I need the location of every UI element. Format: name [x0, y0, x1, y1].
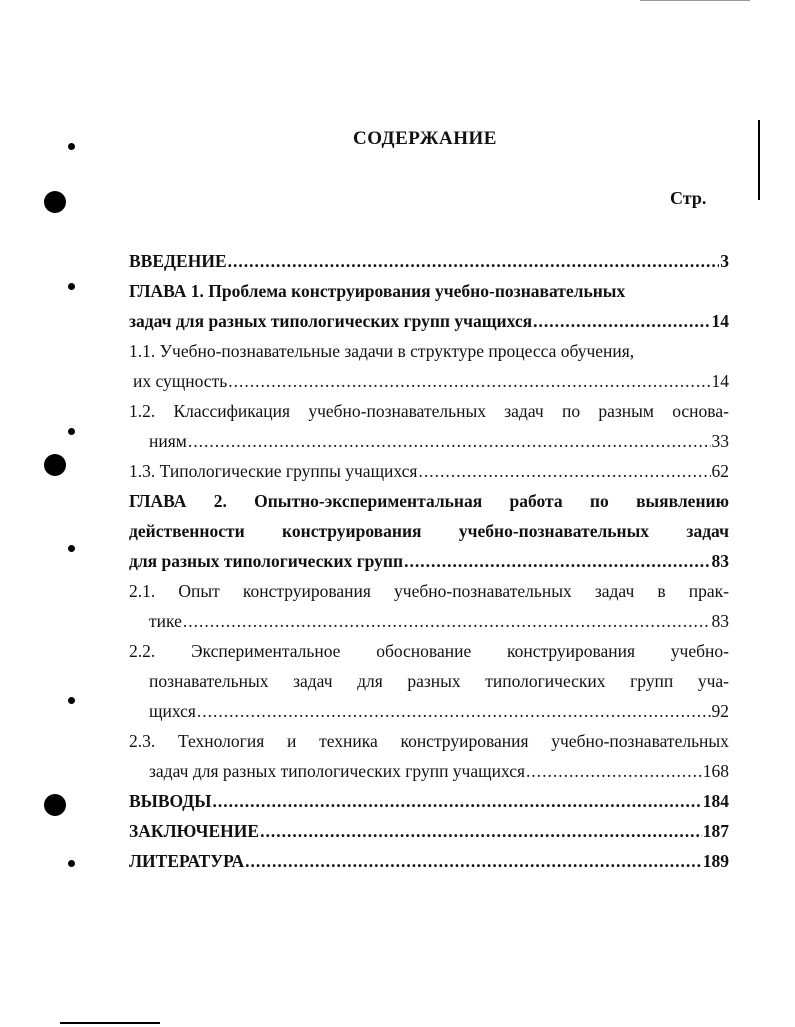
toc-entry-word: выявлению	[636, 491, 729, 511]
toc-entry-text: ВВЕДЕНИЕ	[129, 251, 227, 271]
scan-speck	[68, 428, 75, 435]
toc-entry-text: ГЛАВА 1. Проблема конструирования учебно-познавательных	[129, 281, 626, 301]
toc-entry	[129, 726, 729, 756]
scan-speck	[68, 545, 75, 552]
toc-entry	[129, 696, 729, 726]
toc-entry-word: учебно-познавательных	[458, 521, 650, 541]
toc-entry-page: 187	[702, 821, 729, 841]
toc-entry-page: 83	[711, 551, 729, 571]
dot-leader	[526, 756, 702, 786]
toc-entry-word: в	[657, 581, 666, 601]
dot-leader	[404, 546, 710, 576]
toc-entry	[129, 546, 729, 576]
toc-entry	[129, 786, 729, 816]
toc-entry-word: основа-	[672, 401, 729, 421]
toc-entry-word: Экспериментальное	[191, 641, 341, 661]
toc-entry-page: 168	[702, 761, 729, 781]
toc-entry-word: разных	[407, 671, 461, 691]
toc-entry	[129, 336, 729, 366]
toc-entry-text: 1.3. Типологические группы учащихся	[129, 461, 418, 481]
toc-entry-page: 3	[720, 251, 729, 271]
dot-leader	[245, 846, 702, 876]
dot-leader	[533, 306, 710, 336]
toc-entry-text: для разных типологических групп	[129, 551, 404, 571]
toc-entry-page: 14	[711, 311, 729, 331]
toc-entry-page: 184	[702, 791, 729, 811]
toc-entry-page: 33	[711, 431, 729, 451]
toc-entry-word: учебно-познавательных	[551, 731, 729, 751]
toc-entry-word: конструирования	[506, 641, 636, 661]
dot-leader	[183, 606, 711, 636]
toc-entry	[129, 516, 729, 546]
toc-entry-word: 2.2.	[129, 641, 156, 661]
toc-entry-page: 83	[711, 611, 729, 631]
toc-entry-word: уча-	[697, 671, 729, 691]
toc-entry	[129, 246, 729, 276]
toc-entry-text: ЛИТЕРАТУРА	[129, 851, 245, 871]
dot-leader	[228, 246, 720, 276]
toc-entry-word: познавательных	[149, 671, 269, 691]
table-of-contents	[129, 246, 729, 876]
dot-leader	[197, 696, 711, 726]
toc-entry-word: учебно-	[670, 641, 729, 661]
toc-entry-word: 2.	[213, 491, 227, 511]
toc-entry-word: ГЛАВА	[129, 491, 187, 511]
toc-entry-text: 1.1. Учебно-познавательные задачи в структуре процесса обучения,	[129, 341, 635, 361]
toc-entry	[129, 306, 729, 336]
toc-entry-page: 92	[711, 701, 729, 721]
toc-entry-word: 2.3.	[129, 731, 156, 751]
binder-hole	[44, 454, 66, 476]
scan-speck	[68, 697, 75, 704]
toc-entry-word: типологических	[485, 671, 606, 691]
toc-entry	[129, 636, 729, 666]
toc-entry	[129, 456, 729, 486]
toc-entry-text: задач для разных типологических групп учащихся	[149, 761, 526, 781]
toc-entry-text: ЗАКЛЮЧЕНИЕ	[129, 821, 260, 841]
toc-entry-text: ВЫВОДЫ	[129, 791, 212, 811]
toc-entry	[129, 816, 729, 846]
toc-entry-word: разным	[598, 401, 654, 421]
scan-speck	[68, 860, 75, 867]
toc-entry	[129, 276, 729, 306]
toc-entry-word: задач	[504, 401, 544, 421]
scan-speck	[68, 283, 75, 290]
toc-entry-word: конструирования	[242, 581, 371, 601]
toc-entry-page: 62	[711, 461, 729, 481]
toc-entry-word: и	[286, 731, 297, 751]
toc-entry-word: работа	[509, 491, 563, 511]
toc-entry-word: для	[357, 671, 383, 691]
scan-edge-mark	[60, 1022, 160, 1024]
toc-entry-word: 1.2.	[129, 401, 156, 421]
toc-entry	[129, 576, 729, 606]
toc-entry-word: конструирования	[282, 521, 422, 541]
toc-entry-word: по	[589, 491, 609, 511]
dot-leader	[260, 816, 702, 846]
pages-column-label: Стр.	[670, 188, 707, 208]
toc-entry-word: по	[561, 401, 581, 421]
dot-leader	[213, 786, 702, 816]
toc-entry-word: прак-	[688, 581, 729, 601]
toc-entry	[129, 396, 729, 426]
binder-hole	[44, 191, 66, 213]
toc-entry-text: ниям	[149, 431, 187, 451]
toc-entry-text: тике	[149, 611, 182, 631]
toc-entry-word: Опыт	[178, 581, 220, 601]
toc-entry-word: действенности	[129, 521, 245, 541]
dot-leader	[228, 366, 710, 396]
scan-edge-mark	[640, 0, 750, 1]
toc-entry-word: Технология	[177, 731, 265, 751]
toc-entry-text: их сущность	[133, 371, 228, 391]
binder-hole	[44, 794, 66, 816]
toc-entry	[129, 426, 729, 456]
toc-entry-word: Классификация	[173, 401, 291, 421]
toc-entry	[129, 666, 729, 696]
dot-leader	[188, 426, 711, 456]
toc-entry-word: конструирования	[400, 731, 529, 751]
toc-entry	[129, 486, 729, 516]
toc-entry-text: задач для разных типологических групп учащихся	[129, 311, 533, 331]
toc-entry	[129, 606, 729, 636]
toc-entry-word: задач	[293, 671, 333, 691]
toc-entry-page: 189	[702, 851, 729, 871]
toc-entry-word: задач	[686, 521, 729, 541]
toc-entry	[129, 366, 729, 396]
toc-entry-word: учебно-познавательных	[394, 581, 572, 601]
toc-entry	[129, 756, 729, 786]
dot-leader	[418, 456, 710, 486]
toc-entry	[129, 846, 729, 876]
toc-entry-word: групп	[630, 671, 674, 691]
toc-entry-page: 14	[711, 371, 729, 391]
toc-entry-word: обоснование	[376, 641, 472, 661]
toc-entry-word: учебно-познавательных	[308, 401, 486, 421]
toc-entry-text: щихся	[149, 701, 196, 721]
toc-entry-word: Опытно-экспериментальная	[254, 491, 483, 511]
toc-entry-word: техника	[319, 731, 378, 751]
toc-entry-word: задач	[594, 581, 635, 601]
toc-entry-word: 2.1.	[129, 581, 156, 601]
page-title: СОДЕРЖАНИЕ	[353, 128, 497, 149]
